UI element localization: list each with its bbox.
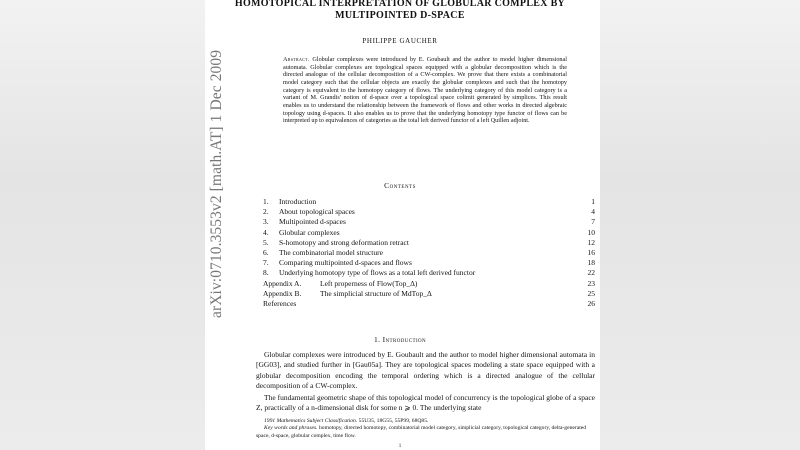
- toc-item-page: 18: [587, 258, 595, 268]
- toc-item[interactable]: [263, 228, 595, 238]
- toc-appendix-item[interactable]: [263, 279, 595, 289]
- keywords-label: Key words and phrases.: [264, 425, 318, 432]
- toc-references-title: References: [263, 298, 297, 308]
- toc-appendix-title: The simplicial structure of MdTop_Δ: [320, 288, 432, 298]
- toc-item-number: 8.: [263, 268, 269, 278]
- toc-references-item[interactable]: [263, 299, 595, 309]
- toc-item-number: 5.: [263, 237, 269, 247]
- page-number: 1: [398, 444, 402, 449]
- toc-appendix-page: 23: [587, 278, 595, 288]
- toc-item-number: 2.: [263, 207, 269, 217]
- toc-item-page: 4: [591, 207, 595, 217]
- toc-item-title: Multipointed d-spaces: [279, 217, 346, 227]
- toc-item-page: 10: [587, 227, 595, 237]
- toc-item-title: About topological spaces: [279, 207, 355, 217]
- paper-title-line-2: MULTIPOINTED D-SPACE: [335, 10, 465, 21]
- toc-item[interactable]: [263, 238, 595, 248]
- toc-item-number: 7.: [263, 258, 269, 268]
- toc-item-number: 4.: [263, 227, 269, 237]
- toc-references-page: 26: [587, 298, 595, 308]
- toc-item[interactable]: [263, 248, 595, 258]
- toc-item-number: 6.: [263, 247, 269, 257]
- toc-item-page: 22: [587, 268, 595, 278]
- toc-item-number: 1.: [263, 197, 269, 206]
- toc-item-page: 7: [591, 217, 595, 227]
- introduction-paragraph-2: The fundamental geometric shape of this topological model of concurrency is the topological globe of a space Z, practically of a n-dimensional disk for some n ⩾ 0. The underlying state: [256, 393, 595, 413]
- toc-item-title: S-homotopy and strong deformation retract: [279, 237, 409, 247]
- msc-codes: 55U35, 18G55, 55P99, 68Q85.: [358, 418, 429, 424]
- toc-item-page: 1: [591, 197, 595, 206]
- arxiv-identifier: arXiv:0710.3553v2 [math.AT] 1 Dec 2009: [208, 49, 225, 318]
- introduction-paragraph-1: Globular complexes were introduced by E. Goubault and the author to model higher dimensional automata in [GG03], and studied further in [Gau05a]. They are topological spaces modeling a state space equipped with a globular decomposition encoding the temporal ordering which is a directed analogue of the cellular decomposition of a CW-complex.: [256, 350, 595, 390]
- msc-label: 1991 Mathematics Subject Classification.: [264, 418, 358, 424]
- right-background: [600, 0, 800, 450]
- toc-item-title: Comparing multipointed d-spaces and flows: [279, 258, 412, 268]
- toc-appendix-item[interactable]: [263, 289, 595, 299]
- toc-item[interactable]: [263, 258, 595, 268]
- msc-footnote: [256, 418, 595, 425]
- toc-item-number: 3.: [263, 217, 269, 227]
- toc-item-title: Globular complexes: [279, 227, 340, 237]
- keywords-footnote: [256, 425, 595, 440]
- toc-item-title: The combinatorial model structure: [279, 247, 383, 257]
- footnotes: [256, 418, 595, 440]
- toc-item-title: Underlying homotopy type of flows as a total left derived functor: [279, 268, 476, 278]
- toc-appendix-label: Appendix B.: [263, 288, 302, 298]
- toc-item[interactable]: [263, 268, 595, 278]
- toc-item-title: Introduction: [279, 197, 317, 206]
- toc-appendix-title: Left properness of Flow(Top_Δ): [320, 278, 418, 288]
- toc-item[interactable]: [263, 207, 595, 217]
- introduction-body: [256, 350, 595, 414]
- toc-appendix-page: 25: [587, 288, 595, 298]
- paper-title-line-1: HOMOTOPICAL INTERPRETATION OF GLOBULAR COMPLEX BY: [234, 0, 566, 9]
- author-name: PHILIPPE GAUCHER: [362, 37, 438, 45]
- left-background: [0, 0, 205, 450]
- toc-item[interactable]: [263, 217, 595, 227]
- contents-heading: Contents: [384, 181, 416, 190]
- abstract-text: Globular complexes were introduced by E. Goubault and the author to model higher dimensional automata. Globular complexes are topological spaces equipped with a globular decomposition which is the directed analogue of the cellular decomposition of a CW-complex. We prove that there exists a combinatorial model category such that the cellular objects are exactly the globular complexes and such that the homotopy category is equivalent to the homotopy category of flows. The underlying category of this model category is a variant of M. Grandis' notion of d-space over a topological space colimit generated by simplices. This result enables us to understand the relationship between the framework of flows and other works in directed algebraic topology using d-spaces. It also enables us to prove that the underlying homotopy type functor of flows can be interpreted up to equivalences of categories as the total left derived functor of a left Quillen adjoint.: [283, 56, 567, 125]
- introduction-heading: 1. Introduction: [373, 335, 427, 344]
- abstract: [283, 56, 567, 125]
- keywords-text: homotopy, directed homotopy, combinatorial model category, simplicial category, topological category, delta-generated space, d-space, globular complex, time flow.: [256, 425, 587, 439]
- toc-item-page: 16: [587, 247, 595, 257]
- toc-appendix-label: Appendix A.: [263, 278, 302, 288]
- toc-item-page: 12: [587, 237, 595, 247]
- abstract-label: Abstract.: [283, 56, 310, 63]
- toc-item[interactable]: [263, 197, 595, 207]
- table-of-contents: [263, 197, 595, 309]
